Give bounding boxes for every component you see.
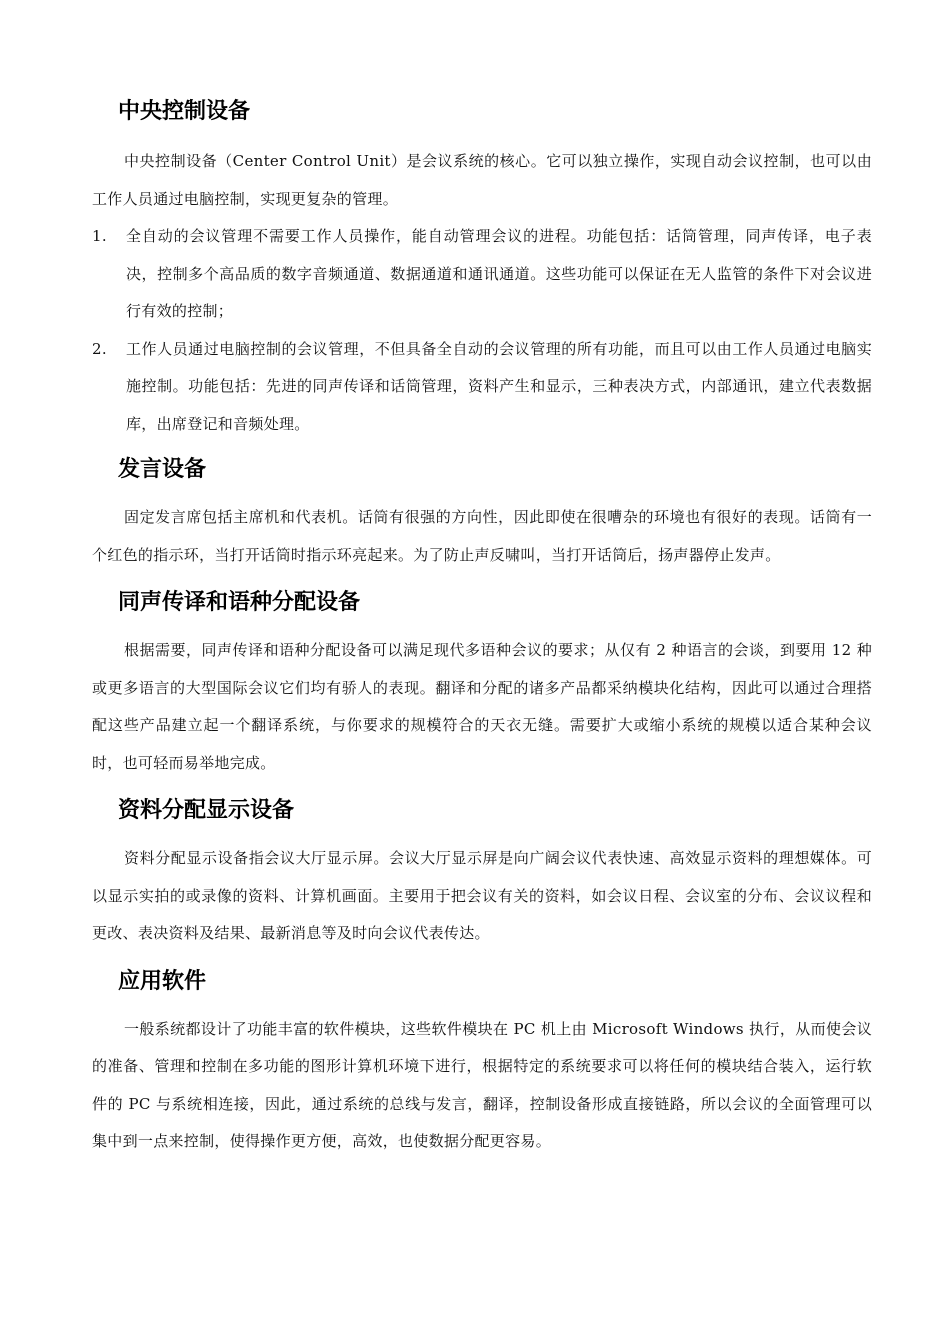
numbered-list: [92, 218, 872, 443]
section-central-control: [92, 0, 872, 443]
list-item: [92, 218, 872, 331]
section-heading: 同声传译和语种分配设备: [118, 590, 361, 615]
list-item-text: 全自动的会议管理不需要工作人员操作，能自动管理会议的进程。功能包括：话筒管理，同声传译，电子表决，控制多个高品质的数字音频通道、数据通道和通讯通道。这些功能可以保证在无人监管的条件下对会议进行有效的控制；: [126, 227, 872, 320]
list-number: 1.: [92, 227, 107, 245]
section-heading: 发言设备: [118, 457, 207, 482]
section-paragraph: 资料分配显示设备指会议大厅显示屏。会议大厅显示屏是向广阔会议代表快速、高效显示资料的理想媒体。可以显示实拍的或录像的资料、计算机画面。主要用于把会议有关的资料，如会议日程、会议室的分布、会议议程和更改、表决资料及结果、最新消息等及时向会议代表传达。: [92, 849, 872, 942]
section-paragraph: 根据需要，同声传译和语种分配设备可以满足现代多语种会议的要求；从仅有 2 种语言的会谈，到要用 12 种或更多语言的大型国际会议它们均有骄人的表现。翻译和分配的诸多产品都采纳模块化结构，因此可以通过合理搭配这些产品建立起一个翻译系统，与你要求的规模符合的天衣无缝。需要扩大或缩小系统的规模以适合某种会议时，也可轻而易举地完成。: [92, 641, 872, 772]
section-application-software: [92, 967, 872, 1161]
section-display-device: [92, 796, 872, 953]
list-number: 2.: [92, 339, 107, 358]
section-paragraph: 固定发言席包括主席机和代表机。话筒有很强的方向性，因此即使在很嘈杂的环境也有很好的表现。话筒有一个红色的指示环，当打开话筒时指示环亮起来。为了防止声反啸叫，当打开话筒后，扬声器停止发声。: [92, 508, 872, 564]
section-speaking-device: [92, 455, 872, 574]
section-interpretation-device: [92, 588, 872, 782]
section-heading: 资料分配显示设备: [118, 798, 295, 823]
section-paragraph: 中央控制设备（Center Control Unit）是会议系统的核心。它可以独立操作，实现自动会议控制，也可以由工作人员通过电脑控制，实现更复杂的管理。: [92, 152, 872, 208]
list-item: [92, 331, 872, 444]
list-item-text: 工作人员通过电脑控制的会议管理，不但具备全自动的会议管理的所有功能，而且可以由工作人员通过电脑实施控制。功能包括：先进的同声传译和话筒管理，资料产生和显示，三种表决方式，内部通讯，建立代表数据库，出席登记和音频处理。: [126, 339, 872, 433]
section-heading: 中央控制设备: [118, 99, 251, 124]
section-heading: 应用软件: [118, 968, 207, 994]
section-paragraph: 一般系统都设计了功能丰富的软件模块，这些软件模块在 PC 机上由 Microsoft Windows 执行，从而使会议的准备、管理和控制在多功能的图形计算机环境下进行，根据特定的系统要求可以将任何的模块结合装入，运行软件的 PC 与系统相连接，因此，通过系统的总线与发言，翻译，控制设备形成直接链路，所以会议的全面管理可以集中到一点来控制，使得操作更方便，高效，也使数据分配更容易。: [92, 1019, 872, 1150]
